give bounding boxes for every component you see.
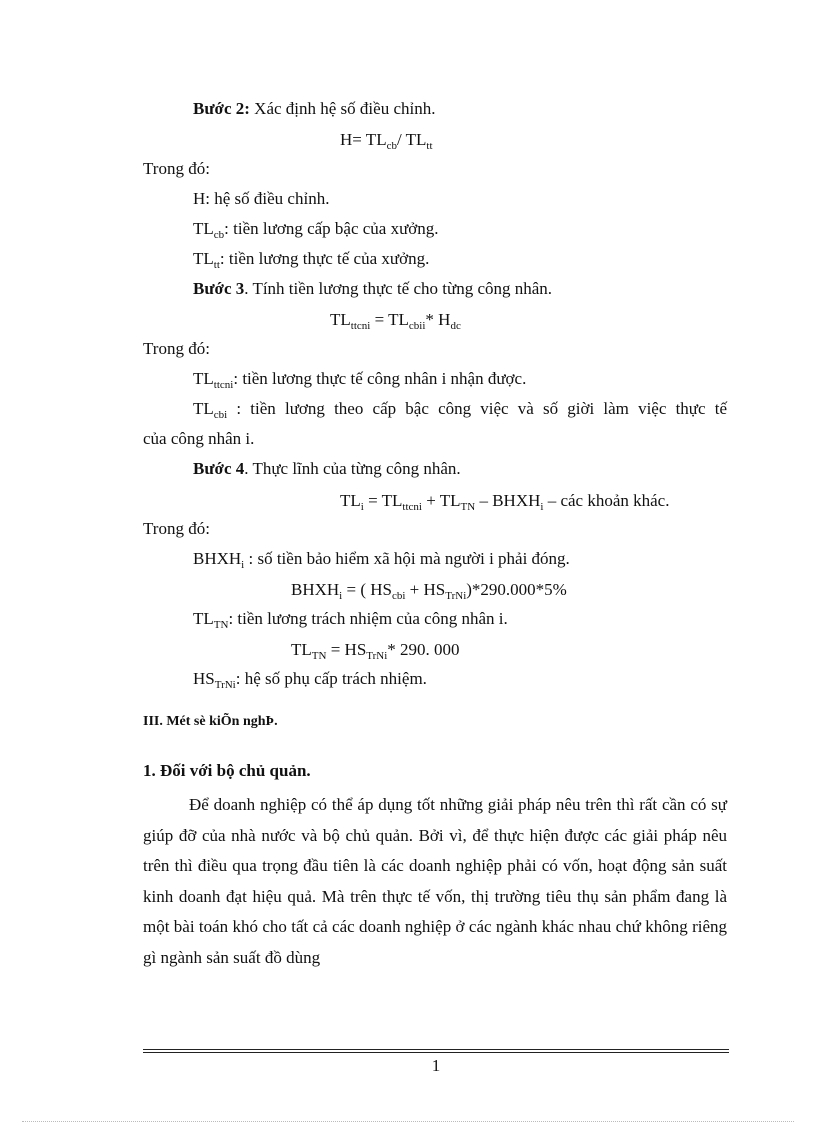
formula-sub: TN <box>311 650 327 662</box>
page-edge <box>22 1121 794 1122</box>
formula-sub: cb <box>386 140 397 152</box>
def-tlcbi <box>193 399 727 419</box>
term-sub: i <box>241 559 245 571</box>
term-sub: TN <box>213 619 229 631</box>
formula-tli <box>340 491 669 511</box>
footer-rule-bottom <box>143 1052 729 1053</box>
definition: : tiền lương cấp bậc của xưởng. <box>224 219 439 238</box>
term: BHXH <box>193 549 242 568</box>
formula-part: = TL <box>363 491 403 510</box>
def-tlttcni <box>193 369 526 389</box>
paragraph-text: Để doanh nghiệp có thể áp dụng tốt những giải pháp nêu trên thì rất cần có sự giúp đỡ của nhà nước và bộ chủ quản. Bởi vì, để thực hiện được các giải pháp nêu trên thì điều qua trọng đầu tiên là các doanh nghiệp phải có vốn, hoạt động sản suất kinh doanh đạt hiệu quả. Mà trên thực tế vốn, thị trường tiêu thụ sản phẩm đang là một bài toán khó cho tất cả các doanh nghiệp ở các ngành khác nhau chứ không riêng gì ngành sản suất đồ dùng <box>143 795 727 967</box>
definition: : tiền lương trách nhiệm của công nhân i. <box>228 609 508 628</box>
step3-line <box>193 279 552 299</box>
def-tltt <box>193 249 429 269</box>
formula-bhxh <box>291 580 567 600</box>
step2-line <box>193 99 435 119</box>
def-h: H: hệ số điều chỉnh. <box>193 189 330 208</box>
footer-rule-top <box>143 1049 729 1050</box>
step4-label: Bước 4 <box>193 459 245 478</box>
term: TL <box>193 399 214 418</box>
term: TL <box>193 249 214 268</box>
def-tltn <box>193 609 508 629</box>
term-sub: cb <box>213 229 225 241</box>
body-paragraph <box>143 790 727 973</box>
definition: : số tiền bảo hiểm xã hội mà người i phải đóng. <box>244 549 570 568</box>
formula-sub: TN <box>460 501 476 513</box>
def-hstrni <box>193 669 427 689</box>
definition: : tiền lương theo cấp bậc công việc và số giời làm việc thực tế <box>227 399 727 418</box>
formula-part: = ( HS <box>342 580 392 599</box>
formula-part: H= TL <box>340 130 387 149</box>
formula-sub: tt <box>426 140 433 152</box>
section-heading: III. Mét sè kiÕn nghÞ. <box>143 714 278 729</box>
definition: : hệ số phụ cấp trách nhiệm. <box>235 669 427 688</box>
formula-sub: dc <box>450 320 461 332</box>
formula-part: * 290. 000 <box>387 640 460 659</box>
formula-sub: ttcni <box>402 501 422 513</box>
subsection-heading: 1. Đối với bộ chủ quản. <box>143 761 311 780</box>
formula-part: + TL <box>421 491 461 510</box>
formula-part: + HS <box>405 580 446 599</box>
formula-sub: ttcni <box>350 320 371 332</box>
formula-tlttcni <box>330 310 461 330</box>
formula-part: – các khoản khác. <box>543 491 670 510</box>
def-bhxh <box>193 549 570 569</box>
term-sub: TrNi <box>214 679 236 691</box>
formula-sub: i <box>540 501 544 513</box>
formula-part: – BHXH <box>475 491 541 510</box>
def-tlcb <box>193 219 439 239</box>
page-number: 1 <box>431 1056 441 1075</box>
definition: : tiền lương thực tế của xưởng. <box>219 249 430 268</box>
step2-label: Bước 2: <box>193 99 250 118</box>
formula-part: / TL <box>396 130 427 149</box>
formula-part: TL <box>291 640 312 659</box>
step4-line <box>193 459 461 479</box>
formula-part: BHXH <box>291 580 340 599</box>
formula-sub: cbii <box>408 320 426 332</box>
where-heading-2: Trong đó: <box>143 339 210 358</box>
where-heading-1: Trong đó: <box>143 159 210 178</box>
definition: : tiền lương thực tế công nhân i nhận được. <box>233 369 527 388</box>
formula-part: = TL <box>370 310 409 329</box>
step3-label: Bước 3 <box>193 279 245 298</box>
formula-h <box>340 130 433 150</box>
term: TL <box>193 609 214 628</box>
formula-sub: TrNi <box>366 650 388 662</box>
formula-part: * H <box>425 310 451 329</box>
formula-sub: i <box>360 501 364 513</box>
formula-sub: cbi <box>391 590 406 602</box>
term-sub: tt <box>213 259 220 271</box>
step4-text: . Thực lĩnh của từng công nhân. <box>244 459 461 478</box>
formula-sub: TrNi <box>445 590 467 602</box>
formula-part: )*290.000*5% <box>466 580 567 599</box>
term: TL <box>193 219 214 238</box>
formula-tltn <box>291 640 460 660</box>
def-tlcbi-cont: của công nhân i. <box>143 429 255 448</box>
term: HS <box>193 669 215 688</box>
formula-part: TL <box>330 310 351 329</box>
step2-text: Xác định hệ số điều chỉnh. <box>249 99 436 118</box>
term-sub: cbi <box>213 409 228 421</box>
term: TL <box>193 369 214 388</box>
formula-sub: i <box>339 590 343 602</box>
term-sub: ttcni <box>213 379 234 391</box>
formula-part: = HS <box>326 640 367 659</box>
formula-part: TL <box>340 491 361 510</box>
where-heading-3: Trong đó: <box>143 519 210 538</box>
step3-text: . Tính tiền lương thực tế cho từng công nhân. <box>244 279 553 298</box>
